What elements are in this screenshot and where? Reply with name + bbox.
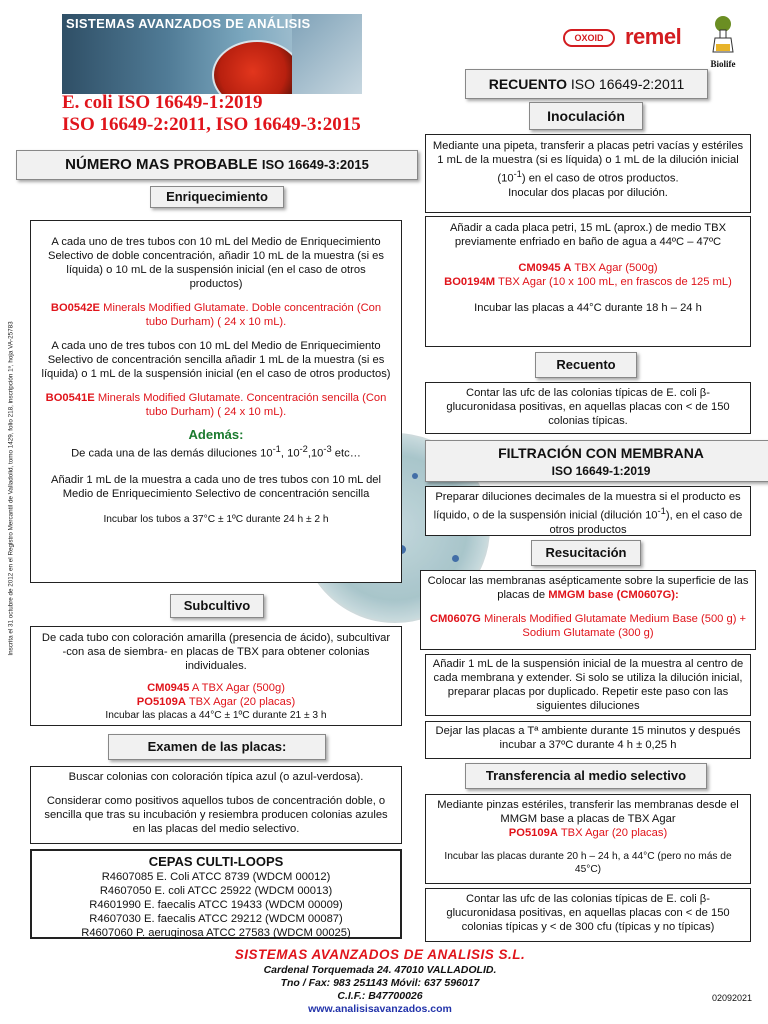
tbx-product-2: BO0194M TBX Agar (10 x 100 mL, en frascos de 125 mL): [444, 276, 732, 288]
biolife-label: Biolife: [710, 59, 736, 69]
biolife-flask-icon: [703, 14, 743, 54]
inoculation-box: [425, 134, 751, 213]
enrich-p1-product: BO0542E Minerals Modified Glutamate. Doble concentración (Con tubo Durham) ( 24 x 10 mL).: [50, 302, 382, 328]
footer-company: SISTEMAS AVANZADOS DE ANALISIS S.L.: [234, 947, 526, 962]
membrane-add-box: [425, 654, 751, 716]
footer: [120, 946, 640, 1016]
exam-p2: Considerar como positivos aquellos tubos de concentración doble, o sencilla que tras su incubación y resiembra producen colonias azules en las placas del medio selectivo.: [44, 795, 388, 835]
membrane-prep-box: [425, 486, 751, 536]
tbx-add-text: Añadir a cada placa petri, 15 mL (aprox.) de medio TBX previamente enfriado en baño de agua a 44ºC – 47ºC: [449, 222, 727, 248]
oxoid-logo: OXOID: [563, 29, 615, 47]
mpn-iso: ISO 16649-3:2015: [261, 157, 369, 172]
transfer-box: [425, 794, 751, 884]
resuscitation-text: Colocar las membranas asépticamente sobre la superficie de las placas de MMGM base (CM0607G):: [427, 575, 749, 601]
membrane-wait-text: Dejar las placas a Tª ambiente durante 15 minutos y después incubar a 37ºC durante 4 h ± 0,25 h: [435, 725, 741, 751]
membrane-wait-box: [425, 721, 751, 759]
recount-iso: ISO 16649-2:2011: [570, 76, 685, 92]
footer-cif: C.I.F.: B47700026: [337, 990, 423, 1002]
membrane-prep-text: Preparar diluciones decimales de la muestra si el producto es líquido, o de la suspensión inicial (dilución $10^{-1}$), en el caso de otros productos: [433, 491, 743, 536]
transfer-text: Mediante pinzas estériles, transferir las membranas desde el MMGM base a placas de TBX Agar: [437, 799, 739, 825]
tbx-incubate: Incubar las placas a 44°C durante 18 h – 24 h: [474, 302, 702, 314]
culti-loop-item: R4607060 P. aeruginosa ATCC 27583 (WDCM 00025): [81, 927, 351, 939]
enrich-p3: Añadir 1 mL de la muestra a cada uno de tres tubos con 10 mL del Medio de Enriquecimiento Selectivo de concentración sencilla: [50, 473, 382, 500]
exam-p1: Buscar colonias con coloración típica azul (o azul-verdosa).: [68, 771, 364, 783]
culti-loop-item: R4607085 E. Coli ATCC 8739 (WDCM 00012): [101, 871, 331, 883]
mpn-title: NÚMERO MAS PROBABLE: [65, 156, 258, 173]
banner-dish: [212, 40, 302, 94]
resuscitation-label: Resucitación: [531, 540, 641, 566]
title-line-1: E. coli ISO 16649-1:2019: [62, 92, 263, 113]
inoculation-label: Inoculación: [529, 102, 643, 130]
footer-doc-code: 02092021: [712, 993, 753, 1003]
remel-logo: remel: [625, 24, 682, 49]
culti-loop-item: R4607050 E. coli ATCC 25922 (WDCM 00013): [99, 885, 333, 897]
footer-web-link[interactable]: www.analisisavanzados.com: [308, 1003, 452, 1015]
banner-title: SISTEMAS AVANZADOS DE ANÁLISIS: [66, 16, 311, 31]
header-banner: [62, 14, 362, 94]
subculture-incubate: Incubar las placas a 44°C ± 1ºC durante 21 ± 3 h: [105, 710, 327, 721]
culti-loops-box: [30, 849, 402, 939]
mpn-header: [16, 150, 418, 180]
culti-loops-title: CEPAS CULTI-LOOPS: [148, 854, 284, 869]
membrane-title: FILTRACIÓN CON MEMBRANA: [498, 445, 704, 461]
enrich-p2-product: BO0541E Minerals Modified Glutamate. Concentración sencilla (Con tubo Durham) ( 24 x 10 mL).: [45, 392, 387, 418]
final-count-text: Contar las ufc de las colonias típicas de E. coli β-glucuronidasa positivas, en aquellas placas con < de 150 colonias típicas y < de 300 cfu (típicas y no típicas): [446, 893, 730, 933]
enrichment-label: Enriquecimiento: [150, 186, 284, 208]
subculture-product-1: CM0945 A TBX Agar (500g): [147, 682, 285, 694]
recount-title: RECUENTO: [488, 76, 568, 92]
resuscitation-box: [420, 570, 756, 650]
count-label: Recuento: [535, 352, 637, 378]
title-line-2: ISO 16649-2:2011, ISO 16649-3:2015: [62, 114, 361, 135]
enrich-incubate: Incubar los tubos a 37°C ± 1ºC durante 24 h ± 2 h: [103, 513, 329, 525]
footer-phone: Tno / Fax: 983 251143 Móvil: 637 596017: [280, 977, 480, 989]
culti-loop-item: R4601990 E. faecalis ATCC 19433 (WDCM 00009): [89, 899, 343, 911]
registry-note: Inscrita el 31 octubre de 2012 en el Registro Mercantil de Valladolid, tomo 1429, folio 218, inscripción 1ª, hoja VA-25783: [7, 321, 15, 656]
resuscitation-product: CM0607G Minerals Modified Glutamate Medium Base (500 g) + Sodium Glutamate (300 g): [429, 613, 747, 639]
exam-label: Examen de las placas:: [108, 734, 326, 760]
inoculation-text-2: Inocular dos placas por dilución.: [508, 186, 668, 199]
transfer-product: PO5109A TBX Agar (20 placas): [508, 827, 668, 839]
membrane-iso: ISO 16649-1:2019: [551, 464, 651, 478]
tbx-product-1: CM0945 A TBX Agar (500g): [518, 262, 658, 274]
culti-loop-item: R4607030 E. faecalis ATCC 29212 (WDCM 00087): [89, 913, 343, 925]
inoculation-text: Mediante una pipeta, transferir a placas petri vacías y estériles 1 mL de la muestra (si es líquida) o 1 mL de la dilución inicial $(10^{-1})$ en el caso de otros productos.: [432, 140, 744, 185]
enrich-p1: A cada uno de tres tubos con 10 mL del Medio de Enriquecimiento Selectivo de doble concentración, añadir 10 mL de la muestra (si es líquida) o 10 mL de la suspensión inicial (en el caso de otros productos): [47, 236, 385, 290]
ademas-heading: Además:: [188, 427, 244, 442]
final-count-box: [425, 888, 751, 942]
biolife-logo: [703, 14, 743, 70]
subculture-product-2: PO5109A TBX Agar (20 placas): [136, 696, 296, 708]
transfer-incubate: Incubar las placas durante 20 h – 24 h, a 44°C (pero no más de 45°C): [444, 851, 732, 875]
footer-address: Cardenal Torquemada 24. 47010 VALLADOLID.: [263, 964, 497, 976]
enrich-p2: A cada uno de tres tubos con 10 mL del Medio de Enriquecimiento Selectivo de concentración sencilla añadir 1 mL de la muestra (si es líquida) o 1 mL de la suspensión inicial (en el caso de otros productos): [41, 340, 391, 380]
membrane-header: [425, 440, 768, 482]
tbx-add-box: [425, 216, 751, 347]
count-text: Contar las ufc de las colonias típicas de E. coli β-glucuronidasa positivas, en aquellas placas con < de 150 colonias típicas.: [446, 387, 730, 427]
enrichment-box: [30, 220, 402, 583]
subculture-text: De cada tubo con coloración amarilla (presencia de ácido), subcultivar -con asa de siembra- en placas de TBX para obtener colonias individuales.: [41, 632, 391, 672]
dilutions-text: De cada una de las demás diluciones $10^{-1}$, $10^{-2},10^{-3}$ etc…: [71, 444, 361, 460]
membrane-add-text: Añadir 1 mL de la suspensión inicial de la muestra al centro de cada membrana y extender. Si solo se utiliza la dilución inicial, preparar placas por duplicado. Repetir este paso con las siguientes diluciones: [432, 658, 744, 712]
exam-box: [30, 766, 402, 844]
count-box: [425, 382, 751, 434]
transfer-label: Transferencia al medio selectivo: [465, 763, 707, 789]
subculture-box: [30, 626, 402, 726]
recount-header: [465, 69, 708, 99]
subculture-label: Subcultivo: [170, 594, 264, 618]
